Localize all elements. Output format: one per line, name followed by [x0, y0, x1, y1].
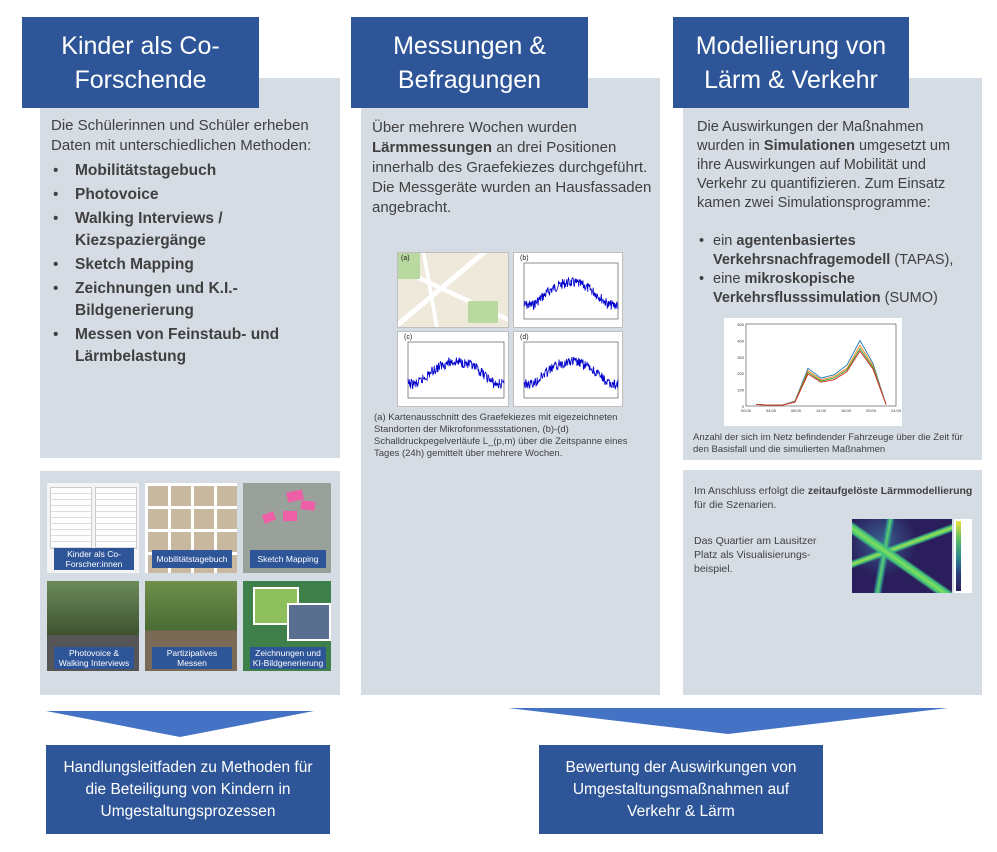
noise-curve: [514, 332, 623, 407]
measurement-caption: (a) Kartenausschnitt des Graefekiezes mit eigezeichneten Standorten der Mikrofonmessstationen, (b)-(d) Schalldruckpegelverläufe L_(p,m) über die Zeitspanne eines Tages (24h) gemittelt über mehrere Wochen.: [374, 412, 628, 459]
x-tick-label: 20:00: [865, 408, 877, 413]
x-tick-label: 16:00: [840, 408, 852, 413]
kinder-intro: Die Schülerinnen und Schüler erheben Daten mit unterschiedlichen Methoden:: [51, 117, 312, 154]
simulation-item: • eine mikroskopische Verkehrsflusssimulation (SUMO): [697, 270, 977, 308]
x-tick-label: 12:00: [815, 408, 827, 413]
photo-label: Mobilitätstagebuch: [152, 550, 232, 568]
series-line: [756, 340, 886, 405]
y-tick-label: 200: [737, 371, 744, 377]
x-tick-label: 24:00: [890, 408, 902, 413]
plot-axes: [408, 342, 504, 398]
vehicle-chart-svg: [724, 318, 902, 426]
noise-plot-b: [513, 252, 623, 328]
method-item: • Walking Interviews / Kiezspaziergänge: [51, 208, 321, 252]
arrow-down-left: [46, 711, 314, 737]
x-tick-label: 08:00: [790, 408, 802, 413]
noise-series: [408, 357, 504, 389]
noise-plot-c: [397, 331, 509, 407]
method-item: • Messen von Feinstaub- und Lärmbelastung: [51, 324, 321, 368]
noise-map: [852, 519, 952, 593]
simulation-item: • ein agentenbasiertes Verkehrsnachfragemodell (TAPAS),: [697, 232, 977, 270]
photo-label: Partizipatives Messen: [152, 647, 232, 669]
panel-letter: (d): [520, 334, 529, 341]
arrow-down-right: [508, 708, 948, 734]
method-item: • Mobilitätstagebuch: [51, 160, 321, 182]
simulation-list: [697, 232, 977, 308]
y-tick-label: 500: [737, 322, 744, 327]
methods-list: [51, 160, 321, 370]
panel-letter: (b): [520, 255, 529, 262]
noise-series: [524, 278, 618, 310]
series-line: [756, 345, 886, 405]
x-tick-label: 04:00: [765, 408, 777, 413]
method-item: • Photovoice: [51, 184, 321, 206]
modellierung-header: Modellierung von Lärm & Verkehr: [673, 17, 909, 108]
noise-plot-d: [513, 331, 623, 407]
laerm-text: Im Anschluss erfolgt die zeitaufgelöste Lärmmodellierung für die Szenarien.: [694, 485, 973, 511]
messungen-header: Messungen & Befragungen: [351, 17, 588, 108]
plot-axes: [524, 342, 618, 398]
modellierung-text: Die Auswirkungen der Maßnahmen wurden in Simulationen umgesetzt um ihre Auswirkungen auf Mobilität und Verkehr zu quantifizieren. Zum Einsatz kamen zwei Simulationsprogramme:: [697, 119, 951, 211]
map-caption: Das Quartier am Lausitzer Platz als Visualisierungs-beispiel.: [694, 535, 817, 575]
y-tick-label: 100: [737, 387, 744, 393]
noise-colorbar: [954, 519, 972, 593]
y-tick-label: 0: [741, 404, 744, 409]
photo-label: Kinder als Co-Forscher:innen: [54, 548, 134, 570]
photo-label: Zeichnungen und KI-Bildgenerierung: [250, 647, 326, 669]
x-tick-label: 00:00: [740, 408, 752, 413]
panel-letter: (c): [404, 334, 413, 341]
series-line: [756, 349, 886, 406]
method-item: • Sketch Mapping: [51, 254, 321, 276]
outcome-guide: Handlungsleitfaden zu Methoden für die Beteiligung von Kindern in Umgestaltungsprozessen: [46, 745, 330, 834]
method-item: • Zeichnungen und K.I.-Bildgenerierung: [51, 278, 321, 322]
outcome-evaluation: Bewertung der Auswirkungen von Umgestaltungsmaßnahmen auf Verkehr & Lärm: [539, 745, 823, 834]
messungen-text: Über mehrere Wochen wurden Lärmmessungen an drei Positionen innerhalb des Graefekiezes durchgeführt. Die Messgeräte wurden an Hausfassaden angebracht.: [372, 119, 652, 216]
photo-label: Photovoice & Walking Interviews: [54, 647, 134, 669]
y-tick-label: 400: [737, 338, 744, 344]
y-tick-label: 300: [737, 354, 744, 360]
noise-curve: [398, 332, 509, 407]
noise-series: [524, 357, 618, 389]
kiez-map: [397, 252, 509, 328]
chart-caption: Anzahl der sich im Netz befindender Fahrzeuge über die Zeit für den Basisfall und die simulierten Maßnahmen: [693, 432, 963, 455]
vehicle-chart: [724, 318, 902, 426]
plot-axes: [524, 263, 618, 319]
kinder-header: Kinder als Co-Forschende: [22, 17, 259, 108]
panel-letter: (a): [401, 255, 410, 262]
noise-curve: [514, 253, 623, 328]
photo-label: Sketch Mapping: [250, 550, 326, 568]
